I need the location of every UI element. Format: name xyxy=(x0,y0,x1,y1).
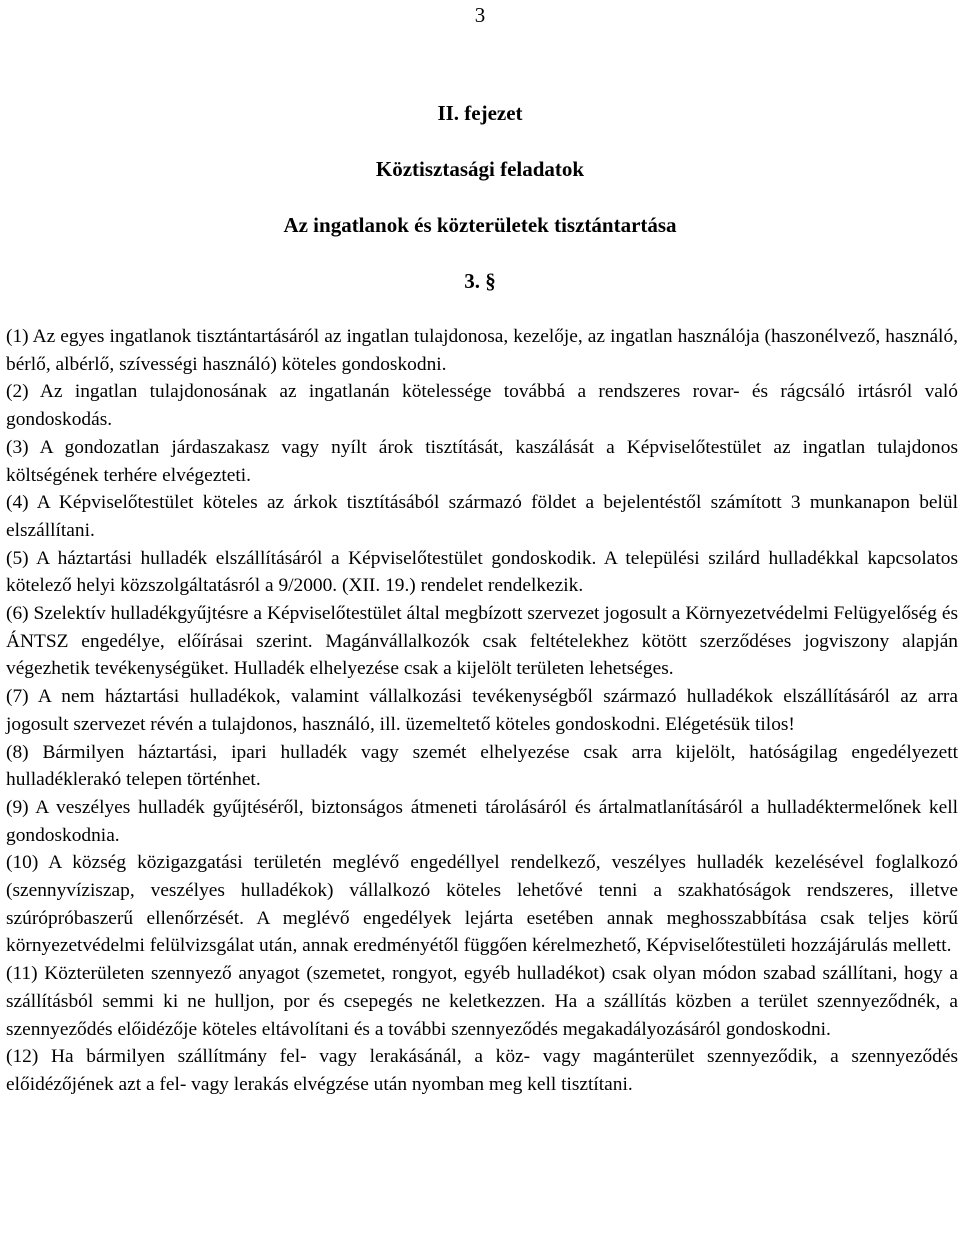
paragraph-1: (1) Az egyes ingatlanok tisztántartásáról az ingatlan tulajdonosa, kezelője, az ingatlan használója (haszonélvező, használó, bérlő, albérlő, szívességi használó) köteles gondoskodni. xyxy=(6,326,958,375)
paragraph-6: (6) Szelektív hulladékgyűjtésre a Képviselőtestület által megbízott szervezet jogosult a Környezetvédelmi Felügyelőség és ÁNTSZ engedélye, előírásai szerint. Magánvállalkozók csak feltételekhez kötött szerződéses jogviszony alapján végezhetik tevékenységüket. Hulladék elhelyezése csak a kijelölt területen lehetséges. xyxy=(6,603,958,680)
section-heading: 3. § xyxy=(464,269,496,293)
paragraph-10: (10) A község közigazgatási területén meglévő engedéllyel rendelkező, veszélyes hulladék kezelésével foglalkozó (szennyvíziszap, veszélyes hulladékok) vállalkozó köteles lehetővé tenni a szakhatóságok rendszeres, illetve szúrópróbaszerű ellenőrzését. A meglévő engedélyek lejárta esetében annak meghosszabbítása csak teljes körű környezetvédelmi felülvizsgálat után, annak eredményétől függően kérelmezhető, Képviselőtestületi hozzájárulás mellett. xyxy=(6,852,958,957)
paragraph-12: (12) Ha bármilyen szállítmány fel- vagy lerakásánál, a köz- vagy magánterület szennyeződik, a szennyeződés előidézőjének azt a fel- vagy lerakás elvégzése után nyomban meg kell tisztítani. xyxy=(6,1046,958,1095)
page-number: 3 xyxy=(474,3,486,27)
paragraph-5: (5) A háztartási hulladék elszállításáról a Képviselőtestület gondoskodik. A települési szilárd hulladékkal kapcsolatos kötelező helyi közszolgáltatásról a 9/2000. (XII. 19.) rendelet rendelkezik. xyxy=(6,547,958,597)
paragraph-11: (11) Közterületen szennyező anyagot (szemetet, rongyot, egyéb hulladékot) csak olyan módon szabad szállítani, hogy a szállításból semmi ki ne hulljon, por és csepegés ne keletkezzen. Ha a szállítás közben a terület szennyeződnék, a szennyeződés előidézője köteles eltávolítani és a további szennyeződés megakadályozásáról gondoskodni. xyxy=(6,963,958,1040)
document-title: Köztisztasági feladatok xyxy=(375,157,585,181)
paragraph-4: (4) A Képviselőtestület köteles az árkok tisztításából származó földet a bejelentéstől számított 3 munkanapon belül elszállítani. xyxy=(6,492,958,541)
paragraph-7: (7) A nem háztartási hulladékok, valamint vállalkozási tevékenységből származó hulladékok elszállításáról az arra jogosult szervezet révén a tulajdonos, használó, ill. üzemeltető köteles gondoskodni. Elégetésük tilos! xyxy=(6,686,958,735)
paragraph-9: (9) A veszélyes hulladék gyűjtéséről, biztonságos átmeneti tárolásáról és ártalmatlanításáról a hulladéktermelőnek kell gondoskodnia. xyxy=(6,796,958,846)
paragraph-8: (8) Bármilyen háztartási, ipari hulladék vagy szemét elhelyezése csak arra kijelölt, hatóságilag engedélyezett hulladéklerakó telepen történhet. xyxy=(6,741,958,791)
body-text xyxy=(6,323,958,1099)
paragraph-2: (2) Az ingatlan tulajdonosának az ingatlanán kötelessége továbbá a rendszeres rovar- és rágcsáló irtásról való gondoskodás. xyxy=(6,381,958,431)
paragraph-3: (3) A gondozatlan járdaszakasz vagy nyílt árok tisztítását, kaszálását a Képviselőtestület az ingatlan tulajdonos költségének terhére elvégezteti. xyxy=(6,436,958,486)
document-subtitle: Az ingatlanok és közterületek tisztántartása xyxy=(283,213,677,237)
chapter-heading: II. fejezet xyxy=(437,101,523,125)
